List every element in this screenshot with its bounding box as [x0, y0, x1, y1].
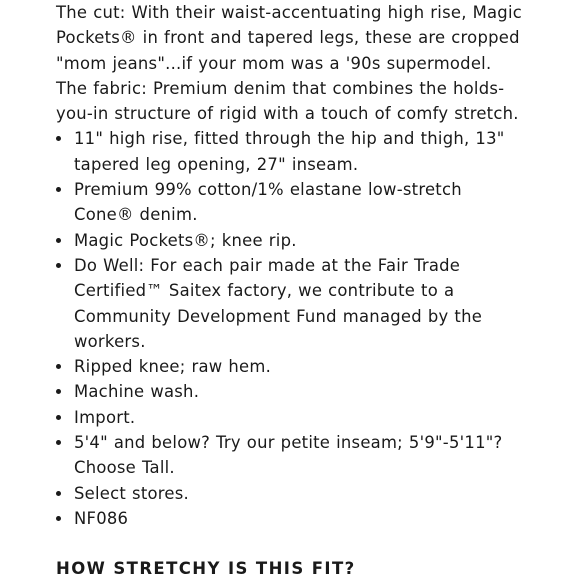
list-item — [56, 506, 526, 531]
feature-text: Machine wash. — [74, 382, 200, 402]
list-item — [56, 405, 526, 430]
bullet-icon — [56, 238, 61, 243]
bullet-icon — [56, 415, 61, 420]
feature-text: Ripped knee; raw hem. — [74, 357, 272, 377]
list-item — [56, 379, 526, 404]
feature-text: Select stores. — [74, 483, 189, 503]
feature-text: NF086 — [74, 508, 129, 528]
feature-text: Premium 99% cotton/1% elastane low-stretch Cone® denim. — [74, 180, 462, 225]
bullet-icon — [56, 491, 61, 496]
bullet-icon — [56, 364, 61, 369]
bullet-icon — [56, 187, 61, 192]
product-description: The cut: With their waist-accentuating high rise, Magic Pockets® in front and tapered legs, these are cropped "mom jeans"...if your mom was a '90s supermodel. The fabric: Premium denim that combines the holds-you-in structure of rigid with a touch of comfy stretch. — [56, 3, 523, 124]
feature-text: 5'4" and below? Try our petite inseam; 5'9"-5'11"? Choose Tall. — [74, 433, 503, 478]
list-item — [56, 253, 526, 354]
bullet-icon — [56, 389, 61, 394]
list-item — [56, 354, 526, 379]
feature-text: 11" high rise, fitted through the hip and thigh, 13" tapered leg opening, 27" inseam. — [74, 129, 505, 174]
list-item — [56, 481, 526, 506]
stretch-section-heading: HOW STRETCHY IS THIS FIT? — [56, 559, 356, 578]
bullet-icon — [56, 440, 61, 445]
list-item — [56, 177, 526, 228]
bullet-icon — [56, 516, 61, 521]
bullet-icon — [56, 263, 61, 268]
feature-text: Magic Pockets®; knee rip. — [74, 230, 297, 250]
list-item — [56, 430, 526, 481]
list-item — [56, 228, 526, 253]
product-details — [56, 0, 526, 531]
list-item — [56, 126, 526, 177]
product-feature-list — [56, 126, 526, 531]
feature-text: Import. — [74, 407, 136, 427]
bullet-icon — [56, 136, 61, 141]
feature-text: Do Well: For each pair made at the Fair Trade Certified™ Saitex factory, we contribute to a Community Development Fund managed by the workers. — [74, 255, 483, 351]
